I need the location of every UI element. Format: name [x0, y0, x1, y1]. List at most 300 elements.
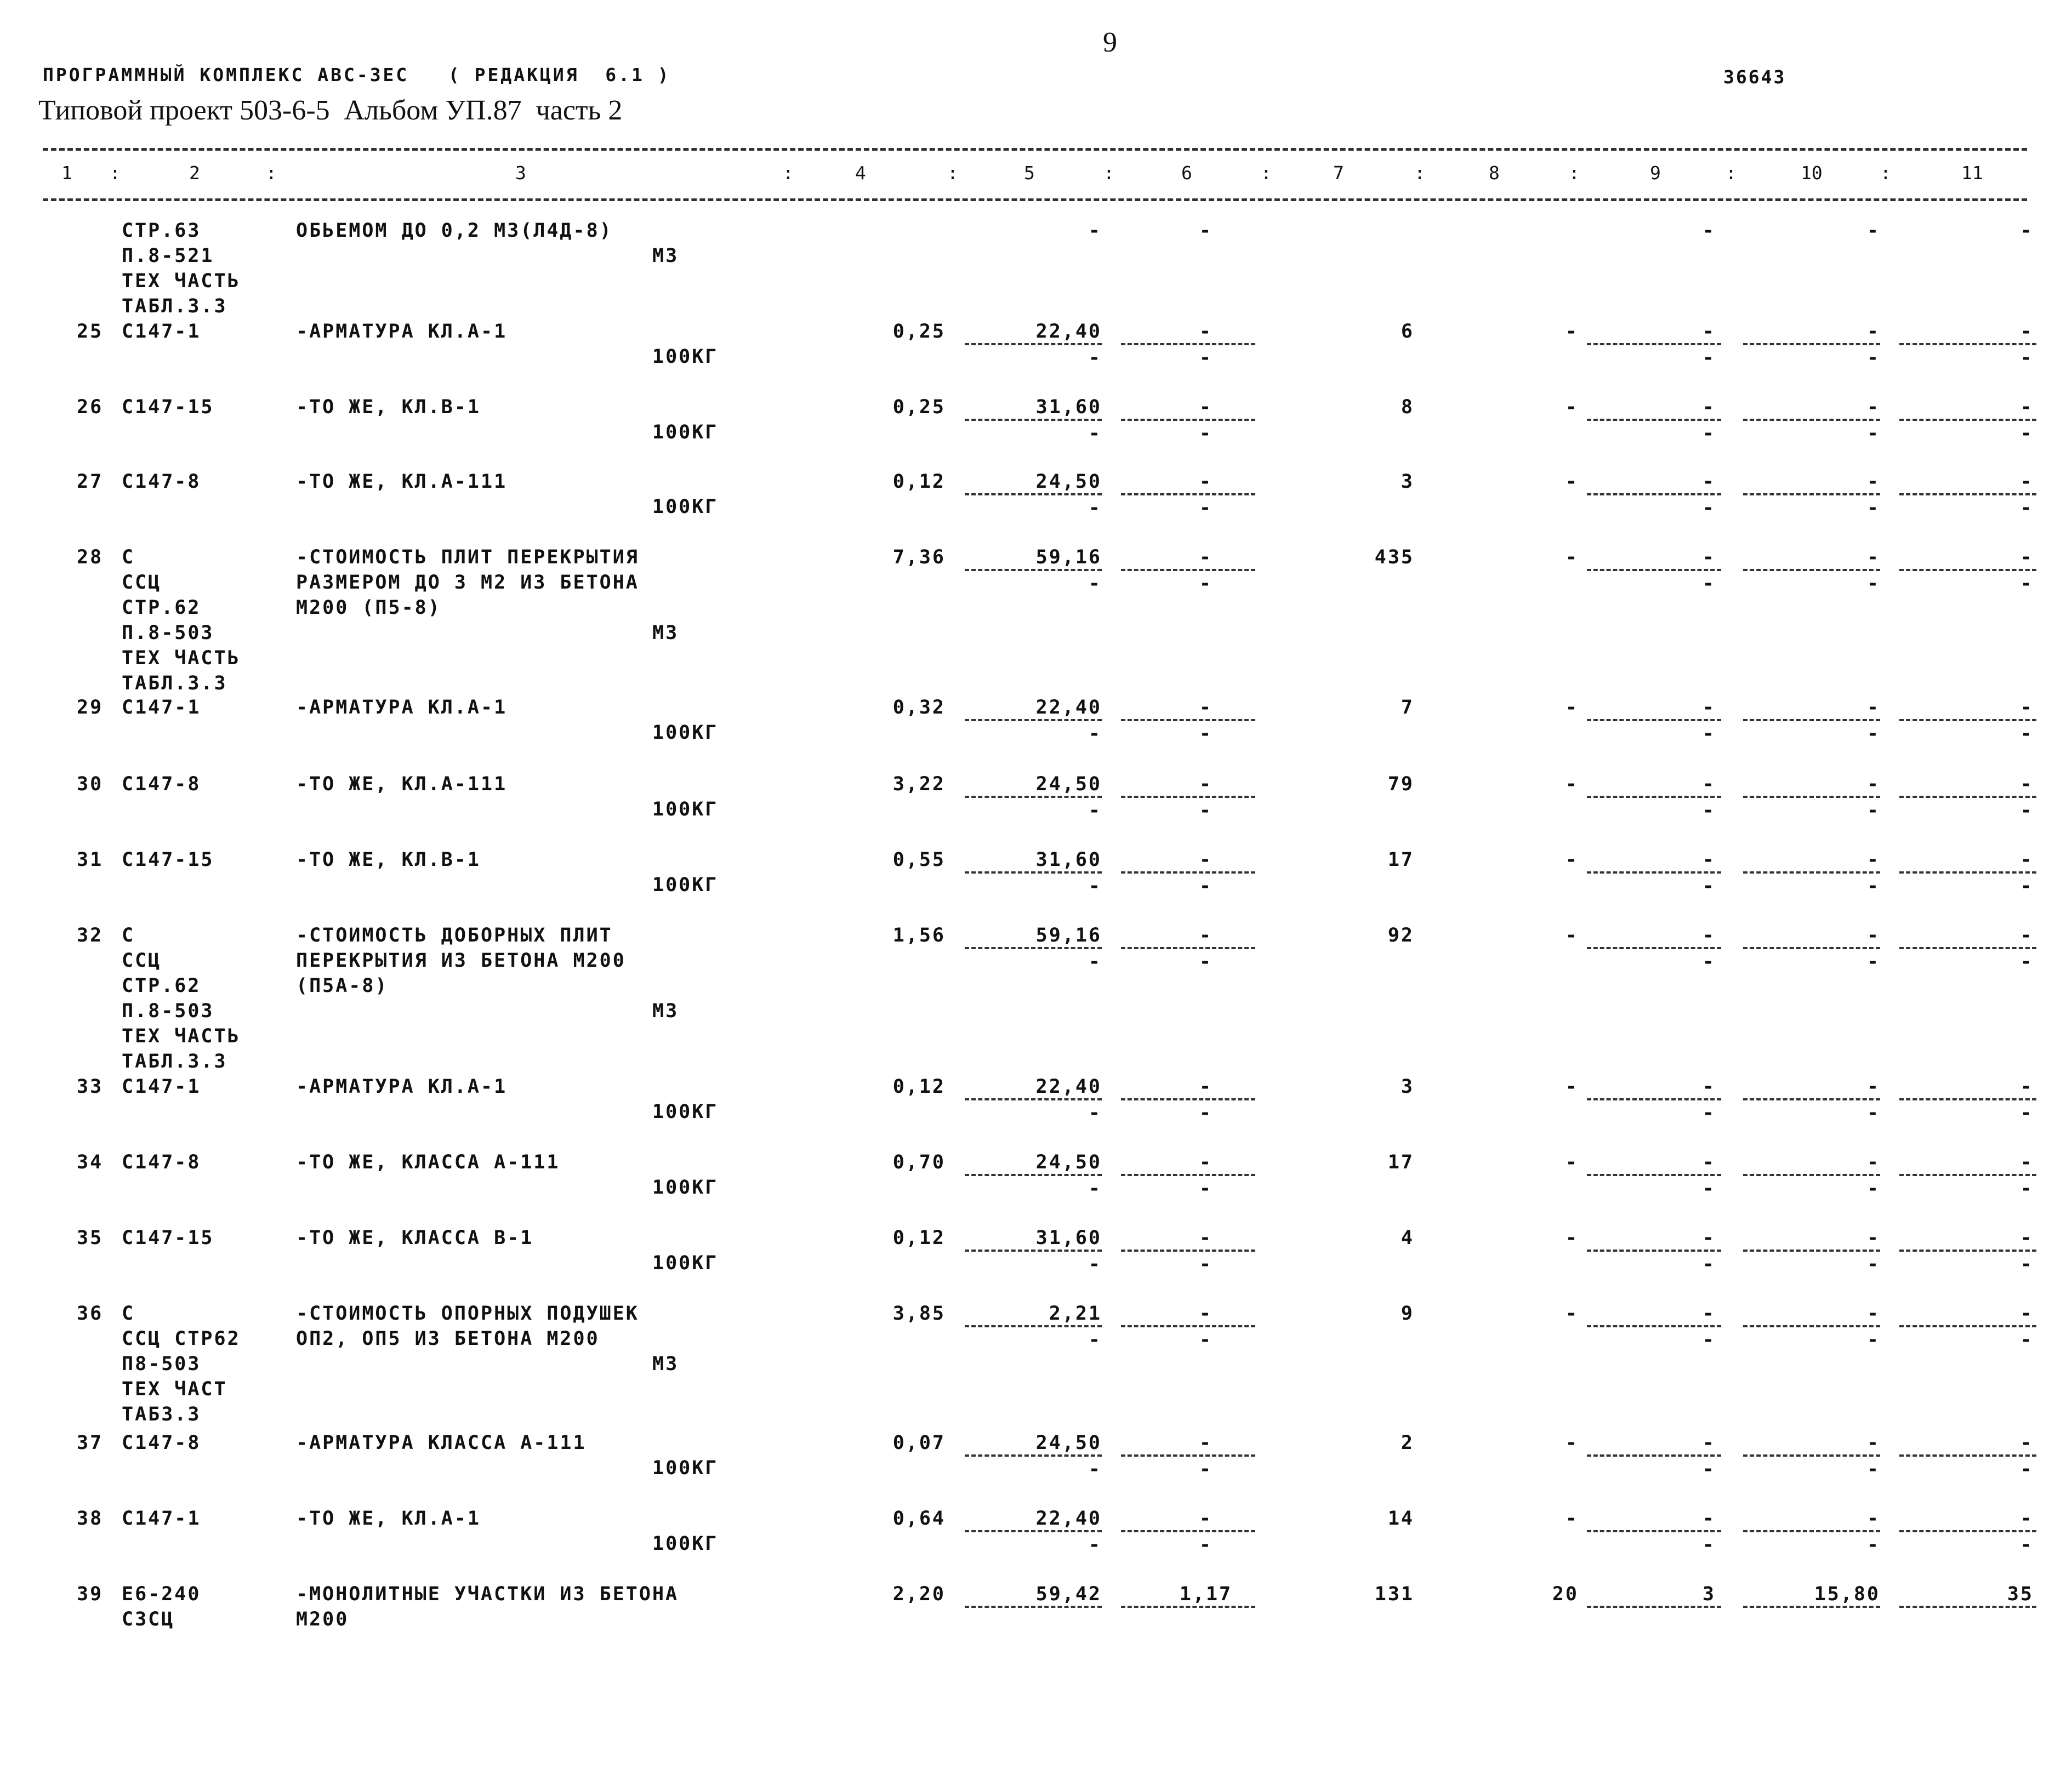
- cell-col4: 0,12: [892, 471, 946, 493]
- cell-col10: -: [1866, 1303, 1880, 1325]
- cell-col9-sub: -: [1702, 875, 1716, 897]
- cell-col5: 22,40: [1035, 321, 1102, 343]
- row-number: 39: [77, 1583, 104, 1605]
- cell-col6: -: [1199, 773, 1213, 795]
- cell-col4: 0,12: [892, 1227, 946, 1249]
- cell-col9-sub: -: [1702, 951, 1716, 973]
- cell-col5: 59,16: [1035, 546, 1102, 568]
- cell-col11: -: [2020, 1508, 2034, 1530]
- cell-col11: -: [2020, 849, 2034, 871]
- cell-col7: 2: [1401, 1432, 1414, 1454]
- row-unit: 100КГ: [652, 1101, 719, 1123]
- cell-col8: -: [1565, 697, 1579, 718]
- cell-col10-sub: -: [1866, 1102, 1880, 1124]
- row-code: ССЦ СТР62: [122, 1328, 241, 1350]
- cell-col9: -: [1702, 1151, 1716, 1173]
- cell-col11-sub: -: [2020, 1329, 2034, 1351]
- cell-col9: -: [1702, 1303, 1716, 1325]
- cell-col4: 0,70: [892, 1151, 946, 1173]
- row-description: ОП2, ОП5 ИЗ БЕТОНА М200: [296, 1328, 600, 1350]
- cell-col4: 0,25: [892, 321, 946, 343]
- row-code: С147-1: [122, 1508, 201, 1530]
- cell-col10-sub: -: [1866, 1329, 1880, 1351]
- row-unit: 100КГ: [652, 496, 719, 518]
- cell-col5-sub: -: [1088, 347, 1102, 369]
- cell-col11: -: [2020, 773, 2034, 795]
- cell-col9: -: [1702, 321, 1716, 343]
- cell-col10: -: [1866, 1227, 1880, 1249]
- cell-col9: -: [1702, 396, 1716, 418]
- cell-col11: -: [2020, 321, 2034, 343]
- cell-col10-sub: -: [1866, 800, 1880, 821]
- cell-col5-sub: -: [1088, 951, 1102, 973]
- cell-col6: -: [1199, 1303, 1213, 1325]
- row-unit: М3: [652, 1000, 679, 1022]
- row-code: ССЦ: [122, 950, 162, 972]
- row-number: 30: [77, 773, 104, 795]
- cell-col8: -: [1565, 1508, 1579, 1530]
- row-description: -ТО ЖЕ, КЛ.А-1: [296, 1508, 481, 1530]
- cell-col4: 0,32: [892, 697, 946, 718]
- cell-col11-sub: -: [2020, 1102, 2034, 1124]
- cell-col10: -: [1866, 471, 1880, 493]
- row-description: -ТО ЖЕ, КЛАССА В-1: [296, 1227, 534, 1249]
- cell-col5-sub: -: [1088, 875, 1102, 897]
- cell-col8: -: [1565, 925, 1579, 946]
- row-code: С147-8: [122, 1151, 201, 1173]
- cell-col5: 22,40: [1035, 697, 1102, 718]
- cell-col5-sub: -: [1088, 497, 1102, 519]
- cell-col7: 9: [1401, 1303, 1414, 1325]
- cell-col9-sub: -: [1702, 1329, 1716, 1351]
- cell-col10: -: [1866, 925, 1880, 946]
- cell-col11-sub: -: [2020, 800, 2034, 821]
- cell-col5: 31,60: [1035, 396, 1102, 418]
- row-code: Е6-240: [122, 1583, 201, 1605]
- row-unit: 100КГ: [652, 1457, 719, 1479]
- cell-col4: 0,12: [892, 1076, 946, 1098]
- cell-col10: -: [1866, 1151, 1880, 1173]
- row-description: -СТОИМОСТЬ ПЛИТ ПЕРЕКРЫТИЯ: [296, 546, 639, 568]
- column-header-cell: :: [947, 162, 958, 184]
- cell-col9-sub: -: [1702, 497, 1716, 519]
- cell-col6: -: [1199, 396, 1213, 418]
- column-header-cell: :: [1103, 162, 1114, 184]
- cell-col5: 59,42: [1035, 1583, 1102, 1605]
- cell-col4: 3,85: [892, 1303, 946, 1325]
- row-number: 27: [77, 471, 104, 493]
- cell-col7: 6: [1401, 321, 1414, 343]
- row-code: С147-15: [122, 1227, 214, 1249]
- cell-col4: 0,55: [892, 849, 946, 871]
- cell-col8: -: [1565, 1151, 1579, 1173]
- cell-col5-sub: -: [1088, 573, 1102, 595]
- column-header-cell: 11: [1961, 162, 1983, 184]
- column-header-cell: 10: [1801, 162, 1823, 184]
- cell-col5: -: [1088, 220, 1102, 242]
- row-code: С: [122, 1303, 135, 1325]
- cell-col7: 14: [1387, 1508, 1414, 1530]
- cell-col10: -: [1866, 1432, 1880, 1454]
- value-separator: [1121, 1606, 1255, 1608]
- cell-col10: -: [1866, 1076, 1880, 1098]
- row-description: (П5А-8): [296, 975, 389, 997]
- cell-col6: -: [1199, 471, 1213, 493]
- column-header-cell: 8: [1489, 162, 1500, 184]
- cell-col5-sub: -: [1088, 1329, 1102, 1351]
- cell-col10: -: [1866, 1508, 1880, 1530]
- cell-col5: 24,50: [1035, 471, 1102, 493]
- column-header-cell: 6: [1181, 162, 1192, 184]
- row-code: С3СЦ: [122, 1608, 175, 1630]
- cell-col11-sub: -: [2020, 1534, 2034, 1556]
- row-unit: 100КГ: [652, 798, 719, 820]
- row-description: -ТО ЖЕ, КЛАССА А-111: [296, 1151, 560, 1173]
- cell-col5-sub: -: [1088, 1534, 1102, 1556]
- cell-col10: -: [1866, 321, 1880, 343]
- row-code: ССЦ: [122, 572, 162, 594]
- row-unit: 100КГ: [652, 421, 719, 443]
- row-number: 31: [77, 849, 104, 871]
- cell-col11: -: [2020, 1151, 2034, 1173]
- row-code: С147-1: [122, 321, 201, 343]
- cell-col8: -: [1565, 773, 1579, 795]
- cell-col10: -: [1866, 697, 1880, 718]
- row-number: 33: [77, 1076, 104, 1098]
- column-header-cell: 9: [1650, 162, 1661, 184]
- cell-col7: 3: [1401, 1076, 1414, 1098]
- row-description: -АРМАТУРА КЛ.А-1: [296, 697, 508, 718]
- row-code: СТР.62: [122, 597, 201, 619]
- row-number: 25: [77, 321, 104, 343]
- row-number: 26: [77, 396, 104, 418]
- cell-col4: 2,20: [892, 1583, 946, 1605]
- value-separator: [1899, 1606, 2036, 1608]
- cell-col7: 8: [1401, 396, 1414, 418]
- page-number: 9: [1103, 27, 1117, 58]
- row-unit: 100КГ: [652, 1252, 719, 1274]
- cell-col5: 59,16: [1035, 925, 1102, 946]
- row-description: -МОНОЛИТНЫЕ УЧАСТКИ ИЗ БЕТОНА: [296, 1583, 679, 1605]
- cell-col7: 17: [1387, 849, 1414, 871]
- cell-col5-sub: -: [1088, 1102, 1102, 1124]
- row-description: -АРМАТУРА КЛ.А-1: [296, 321, 508, 343]
- cell-col6-sub: -: [1199, 800, 1213, 821]
- row-code: П8-503: [122, 1353, 201, 1375]
- cell-col5: 24,50: [1035, 773, 1102, 795]
- cell-col11-sub: -: [2020, 573, 2034, 595]
- cell-col4: 0,64: [892, 1508, 946, 1530]
- cell-col11: -: [2020, 1076, 2034, 1098]
- cell-col9: -: [1702, 697, 1716, 718]
- row-number: 35: [77, 1227, 104, 1249]
- cell-col6: -: [1199, 849, 1213, 871]
- row-unit: 100КГ: [652, 1177, 719, 1199]
- row-description: РАЗМЕРОМ ДО 3 М2 ИЗ БЕТОНА: [296, 572, 639, 594]
- cell-col5-sub: -: [1088, 423, 1102, 444]
- row-description: -ТО ЖЕ, КЛ.В-1: [296, 396, 481, 418]
- cell-col9-sub: -: [1702, 723, 1716, 745]
- cell-col9-sub: -: [1702, 1102, 1716, 1124]
- row-unit: М3: [652, 1353, 679, 1375]
- cell-col5-sub: -: [1088, 1458, 1102, 1480]
- cell-col8: -: [1565, 1303, 1579, 1325]
- row-description: -ТО ЖЕ, КЛ.А-111: [296, 773, 508, 795]
- program-header: ПРОГРАММНЫЙ КОМПЛЕКС АВС-3ЕС ( РЕДАКЦИЯ 6.1 ): [43, 64, 671, 85]
- cell-col10: -: [1866, 396, 1880, 418]
- cell-col8: -: [1565, 1227, 1579, 1249]
- column-header-cell: :: [266, 162, 277, 184]
- column-header-cell: 1: [61, 162, 72, 184]
- cell-col7: 435: [1374, 546, 1414, 568]
- row-number: 36: [77, 1303, 104, 1325]
- cell-col9-sub: -: [1702, 1458, 1716, 1480]
- column-header-cell: :: [1880, 162, 1891, 184]
- cell-col11-sub: -: [2020, 1253, 2034, 1275]
- row-description: -СТОИМОСТЬ ДОБОРНЫХ ПЛИТ: [296, 925, 613, 946]
- cell-col11-sub: -: [2020, 347, 2034, 369]
- document-code: 36643: [1723, 66, 1786, 88]
- cell-col6-sub: -: [1199, 1458, 1213, 1480]
- cell-col11-sub: -: [2020, 1458, 2034, 1480]
- cell-col9: -: [1702, 1432, 1716, 1454]
- cell-col11: -: [2020, 1432, 2034, 1454]
- row-number: 34: [77, 1151, 104, 1173]
- cell-col5: 22,40: [1035, 1508, 1102, 1530]
- row-number: 28: [77, 546, 104, 568]
- cell-col10-sub: -: [1866, 951, 1880, 973]
- row-code: С147-15: [122, 849, 214, 871]
- row-code: ТЕХ ЧАСТЬ: [122, 1025, 241, 1047]
- cell-col6-sub: -: [1199, 1329, 1213, 1351]
- column-header-cell: :: [110, 162, 121, 184]
- cell-col9: -: [1702, 546, 1716, 568]
- row-description: -СТОИМОСТЬ ОПОРНЫХ ПОДУШЕК: [296, 1303, 639, 1325]
- cell-col6-sub: -: [1199, 1178, 1213, 1200]
- cell-col11: -: [2020, 546, 2034, 568]
- row-number: 32: [77, 925, 104, 946]
- cell-col6: -: [1199, 546, 1213, 568]
- cell-col11: -: [2020, 925, 2034, 946]
- row-number: 38: [77, 1508, 104, 1530]
- cell-col6: -: [1199, 1076, 1213, 1098]
- cell-col7: 7: [1401, 697, 1414, 718]
- cell-col6: -: [1199, 1432, 1213, 1454]
- cell-col9: -: [1702, 1508, 1716, 1530]
- cell-col8: -: [1565, 396, 1579, 418]
- value-separator: [1743, 1606, 1880, 1608]
- row-code: ТАБ3.3: [122, 1404, 201, 1425]
- row-code: ТЕХ ЧАСТЬ: [122, 270, 241, 292]
- value-separator: [965, 1606, 1102, 1608]
- cell-col11-sub: -: [2020, 1178, 2034, 1200]
- cell-col10-sub: -: [1866, 1534, 1880, 1556]
- cell-col10: -: [1866, 849, 1880, 871]
- cell-col4: 0,07: [892, 1432, 946, 1454]
- cell-col8: -: [1565, 546, 1579, 568]
- row-description: ПЕРЕКРЫТИЯ ИЗ БЕТОНА М200: [296, 950, 626, 972]
- cell-col10: -: [1866, 773, 1880, 795]
- cell-col11: -: [2020, 220, 2034, 242]
- cell-col9-sub: -: [1702, 800, 1716, 821]
- row-unit: М3: [652, 245, 679, 267]
- cell-col11-sub: -: [2020, 875, 2034, 897]
- cell-col6-sub: -: [1199, 347, 1213, 369]
- table-top-rule: [43, 148, 2027, 151]
- cell-col6-sub: -: [1199, 1102, 1213, 1124]
- row-code: ТЕХ ЧАСТЬ: [122, 647, 241, 669]
- cell-col6-sub: -: [1199, 951, 1213, 973]
- row-unit: 100КГ: [652, 874, 719, 896]
- cell-col6-sub: -: [1199, 875, 1213, 897]
- cell-col6: 1,17: [1179, 1583, 1233, 1605]
- cell-col11: -: [2020, 1303, 2034, 1325]
- cell-col11-sub: -: [2020, 423, 2034, 444]
- cell-col5-sub: -: [1088, 1253, 1102, 1275]
- row-unit: 100КГ: [652, 722, 719, 744]
- cell-col4: 0,25: [892, 396, 946, 418]
- cell-col6: -: [1199, 220, 1213, 242]
- cell-col5-sub: -: [1088, 723, 1102, 745]
- cell-col9-sub: -: [1702, 1178, 1716, 1200]
- cell-col11-sub: -: [2020, 723, 2034, 745]
- cell-col8: -: [1565, 849, 1579, 871]
- row-code: ТАБЛ.3.3: [122, 295, 227, 317]
- cell-col11: -: [2020, 1227, 2034, 1249]
- row-description: М200: [296, 1608, 349, 1630]
- cell-col10-sub: -: [1866, 875, 1880, 897]
- cell-col10: 15,80: [1814, 1583, 1880, 1605]
- cell-col10-sub: -: [1866, 347, 1880, 369]
- column-header-cell: 2: [189, 162, 200, 184]
- cell-col8: 20: [1552, 1583, 1579, 1605]
- cell-col11-sub: -: [2020, 951, 2034, 973]
- cell-col10-sub: -: [1866, 723, 1880, 745]
- cell-col10: -: [1866, 546, 1880, 568]
- row-unit: 100КГ: [652, 346, 719, 368]
- cell-col9-sub: -: [1702, 423, 1716, 444]
- column-header-cell: 4: [855, 162, 866, 184]
- cell-col6: -: [1199, 1227, 1213, 1249]
- row-number: 37: [77, 1432, 104, 1454]
- cell-col10-sub: -: [1866, 573, 1880, 595]
- row-description: ОБЬЕМОМ ДО 0,2 М3(Л4Д-8): [296, 220, 613, 242]
- cell-col6: -: [1199, 321, 1213, 343]
- row-code: СТР.63: [122, 220, 201, 242]
- cell-col11: -: [2020, 471, 2034, 493]
- column-header-cell: :: [1414, 162, 1425, 184]
- cell-col7: 92: [1387, 925, 1414, 946]
- cell-col9: -: [1702, 1076, 1716, 1098]
- row-code: С: [122, 546, 135, 568]
- cell-col8: -: [1565, 1432, 1579, 1454]
- cell-col7: 79: [1387, 773, 1414, 795]
- cell-col5: 22,40: [1035, 1076, 1102, 1098]
- column-header-cell: :: [1726, 162, 1737, 184]
- cell-col9: -: [1702, 773, 1716, 795]
- cell-col9: 3: [1702, 1583, 1716, 1605]
- value-separator: [1587, 1606, 1721, 1608]
- cell-col10-sub: -: [1866, 1458, 1880, 1480]
- row-description: М200 (П5-8): [296, 597, 441, 619]
- column-header-row: [0, 162, 2072, 187]
- cell-col9-sub: -: [1702, 1253, 1716, 1275]
- row-number: 29: [77, 697, 104, 718]
- row-code: С147-8: [122, 471, 201, 493]
- row-code: П.8-503: [122, 1000, 214, 1022]
- cell-col6: -: [1199, 697, 1213, 718]
- cell-col6-sub: -: [1199, 1253, 1213, 1275]
- cell-col6-sub: -: [1199, 423, 1213, 444]
- cell-col6-sub: -: [1199, 573, 1213, 595]
- cell-col9: -: [1702, 849, 1716, 871]
- row-description: -ТО ЖЕ, КЛ.А-111: [296, 471, 508, 493]
- cell-col4: 3,22: [892, 773, 946, 795]
- cell-col8: -: [1565, 1076, 1579, 1098]
- cell-col5: 24,50: [1035, 1432, 1102, 1454]
- project-title: Типовой проект 503-6-5 Альбом УП.87 часть 2: [38, 95, 623, 126]
- cell-col9: -: [1702, 471, 1716, 493]
- cell-col6-sub: -: [1199, 1534, 1213, 1556]
- cell-col6: -: [1199, 1508, 1213, 1530]
- row-code: С147-15: [122, 396, 214, 418]
- cell-col10-sub: -: [1866, 423, 1880, 444]
- row-description: -АРМАТУРА КЛАССА А-111: [296, 1432, 587, 1454]
- row-unit: 100КГ: [652, 1533, 719, 1555]
- column-header-cell: :: [1261, 162, 1272, 184]
- cell-col7: 17: [1387, 1151, 1414, 1173]
- cell-col8: -: [1565, 321, 1579, 343]
- cell-col9: -: [1702, 220, 1716, 242]
- row-description: -АРМАТУРА КЛ.А-1: [296, 1076, 508, 1098]
- cell-col7: 3: [1401, 471, 1414, 493]
- row-code: П.8-503: [122, 622, 214, 644]
- cell-col11-sub: -: [2020, 497, 2034, 519]
- cell-col5: 24,50: [1035, 1151, 1102, 1173]
- cell-col9: -: [1702, 925, 1716, 946]
- row-code: СТР.62: [122, 975, 201, 997]
- cell-col5: 2,21: [1049, 1303, 1102, 1325]
- row-code: С: [122, 925, 135, 946]
- column-header-cell: :: [1569, 162, 1580, 184]
- cell-col9-sub: -: [1702, 347, 1716, 369]
- row-code: С147-1: [122, 697, 201, 718]
- row-code: П.8-521: [122, 245, 214, 267]
- column-header-cell: :: [783, 162, 794, 184]
- row-code: ТАБЛ.3.3: [122, 672, 227, 694]
- row-code: ТЕХ ЧАСТ: [122, 1378, 227, 1400]
- cell-col4: 7,36: [892, 546, 946, 568]
- table-header-rule: [43, 198, 2027, 201]
- cell-col9: -: [1702, 1227, 1716, 1249]
- row-code: С147-8: [122, 773, 201, 795]
- column-header-cell: 5: [1024, 162, 1035, 184]
- cell-col9-sub: -: [1702, 573, 1716, 595]
- cell-col10-sub: -: [1866, 497, 1880, 519]
- cell-col10-sub: -: [1866, 1178, 1880, 1200]
- cell-col7: 131: [1374, 1583, 1414, 1605]
- cell-col4: 1,56: [892, 925, 946, 946]
- row-unit: М3: [652, 622, 679, 644]
- cell-col11: -: [2020, 396, 2034, 418]
- cell-col5: 31,60: [1035, 849, 1102, 871]
- cell-col5: 31,60: [1035, 1227, 1102, 1249]
- cell-col6: -: [1199, 1151, 1213, 1173]
- cell-col7: 4: [1401, 1227, 1414, 1249]
- cell-col11: 35: [2007, 1583, 2034, 1605]
- cell-col6-sub: -: [1199, 497, 1213, 519]
- column-header-cell: 3: [515, 162, 526, 184]
